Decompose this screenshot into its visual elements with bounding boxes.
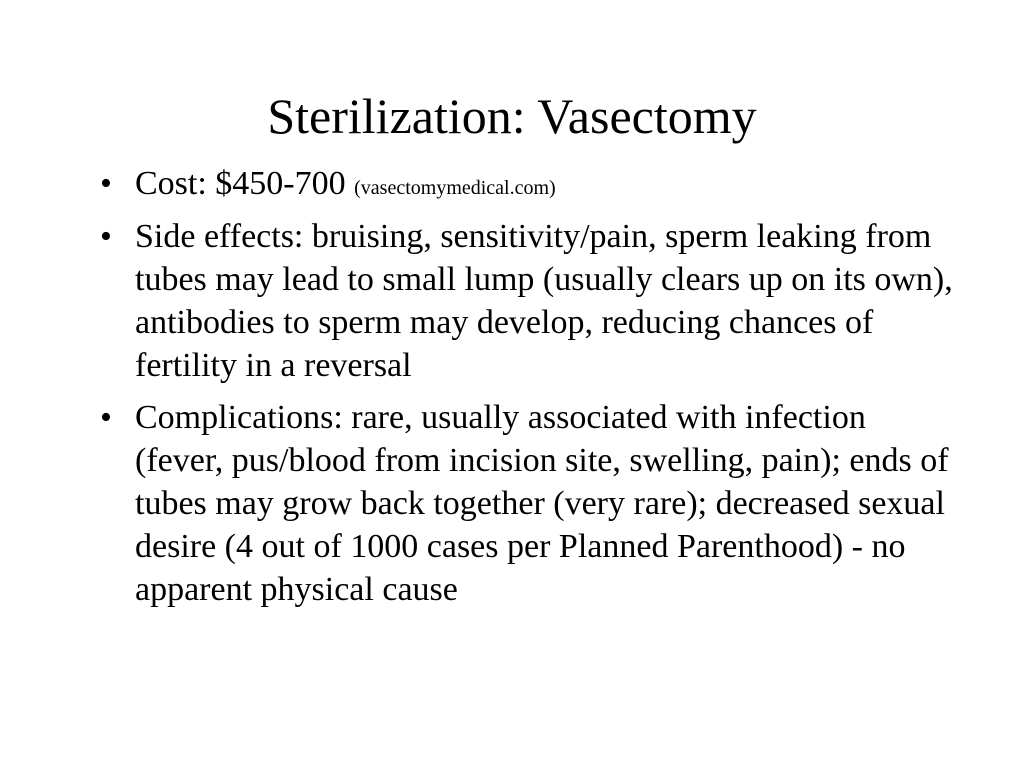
bullet-text-side-effects: Side effects: bruising, sensitivity/pain, sperm leaking from tubes may lead to small lump (usually clears up on its own), antibodies to sperm may develop, reducing chances of fertility in a reversal [135, 218, 953, 384]
bullet-marker: • [100, 399, 112, 436]
bullet-text-cost: Cost: $450-700 [135, 165, 355, 202]
bullet-list [100, 160, 960, 620]
bullet-item-side-effects [100, 215, 960, 387]
bullet-item-cost [100, 160, 960, 212]
bullet-item-complications [100, 396, 960, 611]
slide-title: Sterilization: Vasectomy [267, 88, 757, 144]
bullet-marker: • [100, 218, 112, 255]
bullet-text-complications: Complications: rare, usually associated with infection (fever, pus/blood from incision site, swelling, pain); ends of tubes may grow back together (very rare); decreased sexual desire (4 out of 1000 cases per Planned Parenthood) - no apparent physical cause [135, 399, 949, 608]
source-note: (vasectomymedical.com) [354, 177, 556, 199]
bullet-marker: • [100, 165, 112, 202]
